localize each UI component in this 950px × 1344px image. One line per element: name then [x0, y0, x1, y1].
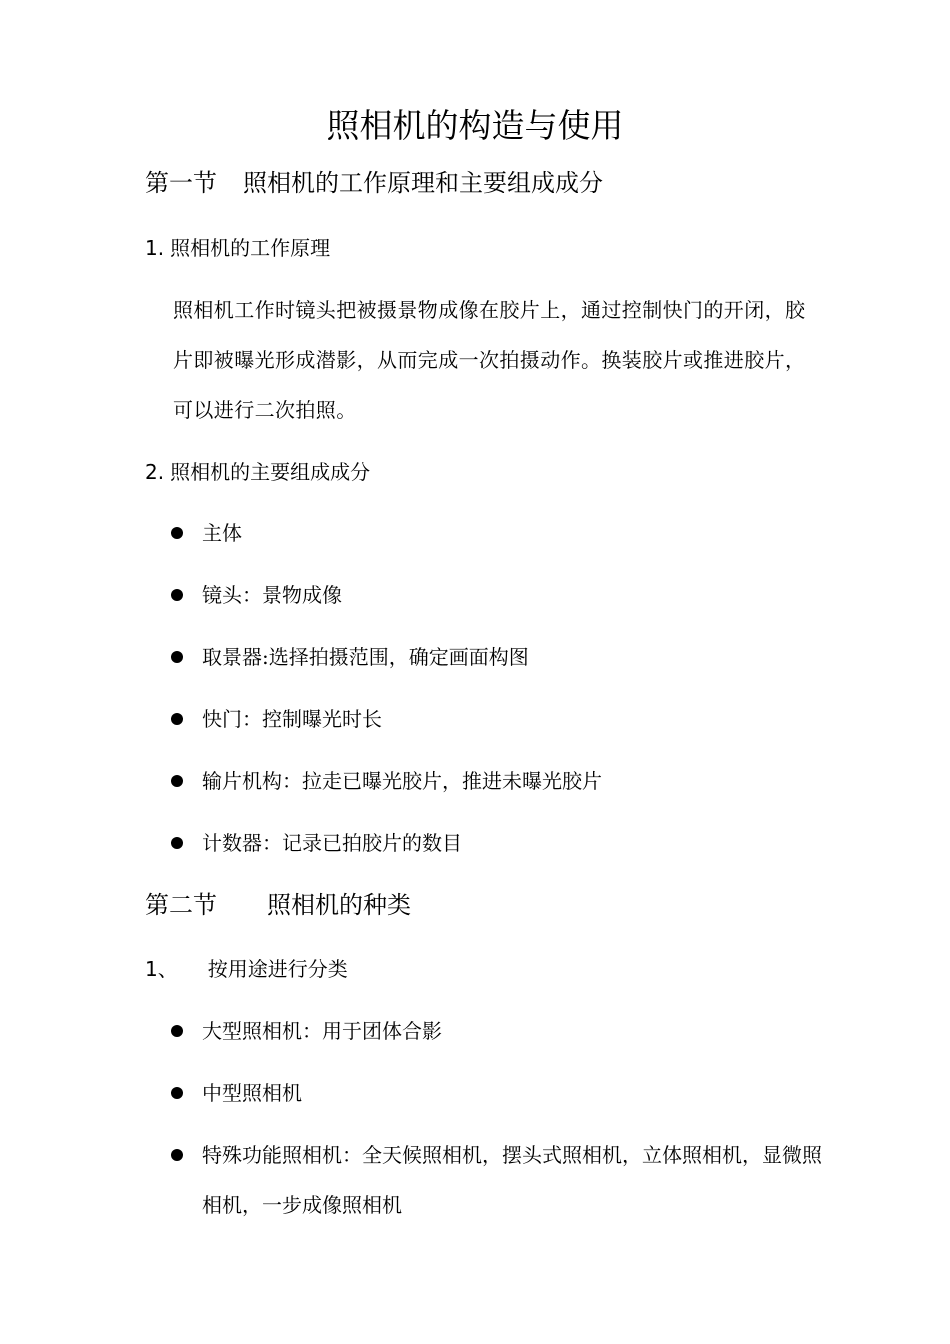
section-1-sub-2-number: 2. — [145, 460, 165, 484]
bullet-dot — [171, 1087, 183, 1099]
bullet-dot — [171, 713, 183, 725]
section-1-title: 照相机的工作原理和主要组成成分 — [243, 169, 603, 197]
document-title: 照相机的构造与使用 — [326, 106, 624, 145]
list-item-text: 输片机构：拉走已曝光胶片，推进未曝光胶片 — [202, 769, 602, 793]
section-2-title: 照相机的种类 — [267, 891, 411, 919]
bullet-dot — [171, 1025, 183, 1037]
list-item — [168, 1130, 822, 1230]
list-item-text: 镜头：景物成像 — [202, 583, 342, 607]
list-item-text: 快门：控制曝光时长 — [202, 707, 382, 731]
section-2-number: 第二节 — [145, 891, 217, 919]
bullet-dot — [171, 589, 183, 601]
section-1-sub-2-title: 照相机的主要组成成分 — [170, 460, 371, 484]
list-item-text: 主体 — [202, 521, 242, 545]
bullet-dot — [171, 1149, 183, 1161]
section-1-sub-2-heading — [145, 457, 370, 487]
section-1-heading — [145, 166, 603, 200]
list-item — [168, 1006, 818, 1056]
list-item-text: 计数器：记录已拍胶片的数目 — [202, 831, 462, 855]
bullet-dot — [171, 775, 183, 787]
section-1-sub-1-number: 1. — [145, 236, 165, 260]
list-item — [168, 1068, 818, 1118]
list-item — [168, 632, 818, 682]
bullet-dot — [171, 837, 183, 849]
section-2-sub-1-heading — [145, 954, 348, 984]
list-item — [168, 756, 818, 806]
list-item-text: 取景器:选择拍摄范围，确定画面构图 — [202, 645, 529, 669]
list-item-text: 中型照相机 — [202, 1081, 302, 1105]
working-principle-paragraph: 照相机工作时镜头把被摄景物成像在胶片上，通过控制快门的开闭，胶片即被曝光形成潜影，从而完成一次拍摄动作。换装胶片或推进胶片，可以进行二次拍照。 — [173, 298, 806, 422]
list-item — [168, 570, 818, 620]
list-item-text: 大型照相机：用于团体合影 — [202, 1019, 442, 1043]
section-1-sub-1-heading — [145, 233, 330, 263]
bullet-dot — [171, 651, 183, 663]
section-2-sub-1-title: 按用途进行分类 — [207, 957, 348, 981]
bullet-dot — [171, 527, 183, 539]
section-1-sub-1-title: 照相机的工作原理 — [170, 236, 331, 260]
list-item-text: 特殊功能照相机：全天候照相机，摆头式照相机，立体照相机，显微照相机，一步成像照相机 — [202, 1143, 822, 1217]
list-item — [168, 694, 818, 744]
section-2-sub-1-number: 1、 — [145, 957, 178, 981]
list-item — [168, 818, 818, 868]
list-item — [168, 508, 818, 558]
section-1-number: 第一节 — [145, 169, 217, 197]
section-2-heading — [145, 888, 411, 922]
